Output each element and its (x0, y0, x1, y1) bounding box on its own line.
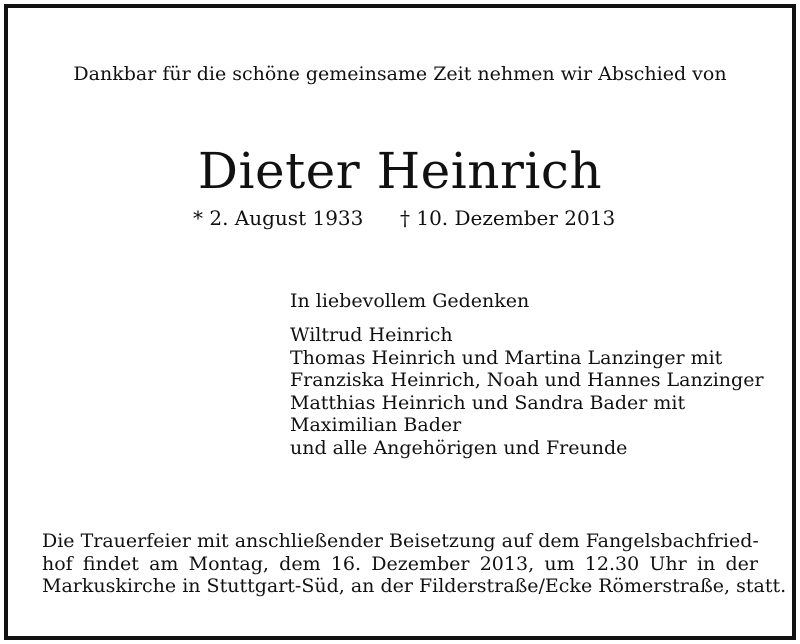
memory-heading: In liebevollem Gedenken (290, 290, 530, 312)
mourner-line: Franziska Heinrich, Noah und Hannes Lanzinger (290, 369, 764, 392)
intro-text: Dankbar für die schöne gemeinsame Zeit nehmen wir Abschied von (73, 63, 727, 85)
mourner-line: Wiltrud Heinrich (290, 324, 453, 346)
funeral-notice (42, 530, 787, 598)
mourner-line: und alle Angehörigen und Freunde (290, 436, 628, 459)
funeral-notice-line: hof findet am Montag, dem 16. Dezember 2013, um 12.30 Uhr in der (42, 552, 758, 575)
mourner-line: Matthias Heinrich und Sandra Bader mit (290, 391, 686, 414)
deceased-name: Dieter Heinrich (197, 142, 603, 200)
death-date: † 10. Dezember 2013 (400, 206, 616, 230)
mourner-line: Maximilian Bader (290, 414, 462, 437)
mourner-line: Thomas Heinrich und Martina Lanzinger mit (290, 346, 723, 369)
birth-date: * 2. August 1933 (193, 206, 364, 230)
mourners-list (290, 324, 764, 460)
funeral-notice-line: Markuskirche in Stuttgart-Süd, an der Filderstraße/Ecke Römerstraße, statt. (42, 575, 787, 598)
funeral-notice-line: Die Trauerfeier mit anschließender Beisetzung auf dem Fangelsbachfried- (42, 530, 759, 552)
